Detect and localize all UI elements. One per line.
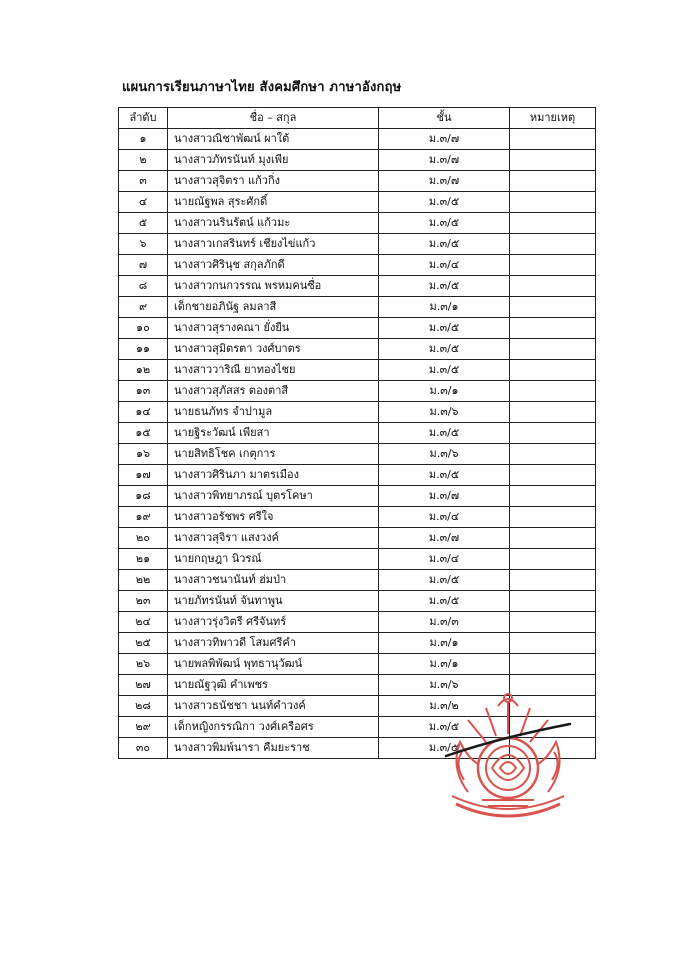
row-remarks [510,381,596,402]
row-class: ม.๓/๓ [379,612,510,633]
row-remarks [510,297,596,318]
row-class: ม.๓/๒ [379,696,510,717]
row-remarks [510,591,596,612]
row-number: ๒๗ [119,675,168,696]
row-number: ๑๒ [119,360,168,381]
row-remarks [510,339,596,360]
row-remarks [510,192,596,213]
table-row [119,486,596,507]
row-name: นางสาวศิรินภา มาตรเมือง [168,465,379,486]
row-class: ม.๓/๕ [379,318,510,339]
table-row [119,297,596,318]
row-number: ๑๔ [119,402,168,423]
row-name: นางสาวเกสรินทร์ เชียงไข่แก้ว [168,234,379,255]
row-number: ๑๙ [119,507,168,528]
row-number: ๒๕ [119,633,168,654]
table-row [119,549,596,570]
row-class: ม.๓/๗ [379,171,510,192]
row-class: ม.๓/๕ [379,192,510,213]
row-name: นางสาวพิมพ์นารา คืมยะราช [168,738,379,759]
row-remarks [510,360,596,381]
row-class: ม.๓/๖ [379,402,510,423]
row-class: ม.๓/๖ [379,444,510,465]
row-class: ม.๓/๗ [379,528,510,549]
row-number: ๔ [119,192,168,213]
row-name: นางสาวชนานันท์ ฮ่มป่า [168,570,379,591]
row-remarks [510,507,596,528]
row-number: ๑๗ [119,465,168,486]
row-class: ม.๓/๕ [379,234,510,255]
row-name: นายธนภัทร จำปามูล [168,402,379,423]
row-class: ม.๓/๕ [379,717,510,738]
row-remarks [510,444,596,465]
row-name: เด็กชายอภินัฐ ลมลาสี [168,297,379,318]
row-class: ม.๓/๑ [379,633,510,654]
row-number: ๗ [119,255,168,276]
table-row [119,171,596,192]
row-class: ม.๓/๕ [379,570,510,591]
row-name: นายสิทธิโชค เกตุการ [168,444,379,465]
table-row [119,528,596,549]
row-name: นางสาวรุ่งวิตรี ศรีจันทร์ [168,612,379,633]
table-body [119,129,596,759]
row-class: ม.๓/๕ [379,339,510,360]
row-remarks [510,318,596,339]
table-row [119,507,596,528]
row-number: ๓ [119,171,168,192]
row-class: ม.๓/๗ [379,486,510,507]
row-remarks [510,213,596,234]
row-name: นางสาวทิพาวดี โสมศรีคำ [168,633,379,654]
header-name: ชื่อ – สกุล [168,108,379,129]
row-remarks [510,633,596,654]
table-row [119,276,596,297]
table-header-row [119,108,596,129]
row-number: ๑๘ [119,486,168,507]
row-class: ม.๓/๗ [379,129,510,150]
table-row [119,612,596,633]
table-row [119,339,596,360]
table-row [119,129,596,150]
row-name: นางสาวกนกวรรณ พรหมคนซื่อ [168,276,379,297]
row-name: นางสาวสุภัสสร ตองตาสี [168,381,379,402]
row-number: ๒๙ [119,717,168,738]
row-class: ม.๓/๔ [379,507,510,528]
school-seal-icon [438,672,578,832]
row-number: ๒ [119,150,168,171]
table-row [119,633,596,654]
row-name: นางสาวศิรินุช สกุลภักดี [168,255,379,276]
table-row [119,360,596,381]
row-name: นางสาวอรัชพร ศรีใจ [168,507,379,528]
row-remarks [510,276,596,297]
table-row [119,234,596,255]
row-remarks [510,486,596,507]
header-class: ชั้น [379,108,510,129]
row-number: ๒๒ [119,570,168,591]
row-number: ๙ [119,297,168,318]
table-row [119,423,596,444]
row-class: ม.๓/๕ [379,591,510,612]
table-row [119,591,596,612]
row-class: ม.๓/๕ [379,276,510,297]
row-number: ๑๐ [119,318,168,339]
table-row [119,381,596,402]
header-remarks: หมายเหตุ [510,108,596,129]
row-number: ๒๑ [119,549,168,570]
row-name: นายกฤษฎา นิวรณ์ [168,549,379,570]
table-row [119,570,596,591]
row-name: นายพลพิพัฒน์ พุทธานุวัฒน์ [168,654,379,675]
row-class: ม.๓/๕ [379,423,510,444]
row-name: นางสาวณิชาพัฒน์ ผาใต้ [168,129,379,150]
row-remarks [510,150,596,171]
row-name: นางสาวนรินรัตน์ แก้วมะ [168,213,379,234]
header-number: ลำดับ [119,108,168,129]
row-number: ๑ [119,129,168,150]
row-name: นายณัฐพล สุระศักดิ์ [168,192,379,213]
table-row [119,213,596,234]
row-remarks [510,402,596,423]
row-name: นายณัฐวุฒิ คำเพชร [168,675,379,696]
row-name: นายภัทรนันท์ จันทาพูน [168,591,379,612]
row-number: ๒๘ [119,696,168,717]
table-row [119,402,596,423]
row-class: ม.๓/๕ [379,360,510,381]
row-name: นางสาวพิทยาภรณ์ บุตรโคษา [168,486,379,507]
row-number: ๑๖ [119,444,168,465]
row-class: ม.๓/๖ [379,675,510,696]
row-class: ม.๓/๗ [379,150,510,171]
row-class: ม.๓/๑ [379,297,510,318]
row-number: ๒๖ [119,654,168,675]
row-name: เด็กหญิงกรรณิกา วงศ์เครือศร [168,717,379,738]
table-row [119,444,596,465]
table-row [119,255,596,276]
row-number: ๓๐ [119,738,168,759]
table-row [119,465,596,486]
row-class: ม.๓/๕ [379,465,510,486]
page-title: แผนการเรียนภาษาไทย สังคมศึกษา ภาษาอังกฤษ [122,80,402,95]
row-class: ม.๓/๔ [379,255,510,276]
row-remarks [510,549,596,570]
table-row [119,192,596,213]
row-class: ม.๓/๑ [379,381,510,402]
row-name: นางสาวภัทรนันท์ มุงเพีย [168,150,379,171]
row-number: ๘ [119,276,168,297]
row-remarks [510,570,596,591]
row-name: นางสาวสุมิตรตา วงศ์บาตร [168,339,379,360]
row-name: นางสาวสุจิรา แสงวงค์ [168,528,379,549]
row-number: ๑๕ [119,423,168,444]
row-number: ๕ [119,213,168,234]
row-class: ม.๓/๕ [379,213,510,234]
row-number: ๑๑ [119,339,168,360]
row-remarks [510,129,596,150]
row-class: ม.๓/๕ [379,738,510,759]
row-remarks [510,171,596,192]
row-number: ๑๓ [119,381,168,402]
row-class: ม.๓/๑ [379,654,510,675]
row-remarks [510,423,596,444]
row-remarks [510,234,596,255]
row-number: ๒๔ [119,612,168,633]
row-name: นางสาววาริณี ยาทองไชย [168,360,379,381]
row-number: ๒๓ [119,591,168,612]
row-remarks [510,612,596,633]
row-remarks [510,465,596,486]
row-number: ๖ [119,234,168,255]
row-name: นางสาวธนัชชา นนท์คำวงค์ [168,696,379,717]
table-row [119,318,596,339]
table-row [119,150,596,171]
student-table [118,107,596,759]
row-name: นายฐิระวัฒน์ เพียสา [168,423,379,444]
row-name: นางสาวสุรางคณา ยั่งยืน [168,318,379,339]
row-remarks [510,255,596,276]
row-remarks [510,528,596,549]
row-number: ๒๐ [119,528,168,549]
row-class: ม.๓/๔ [379,549,510,570]
row-name: นางสาวสุจิตรา แก้วกิ่ง [168,171,379,192]
